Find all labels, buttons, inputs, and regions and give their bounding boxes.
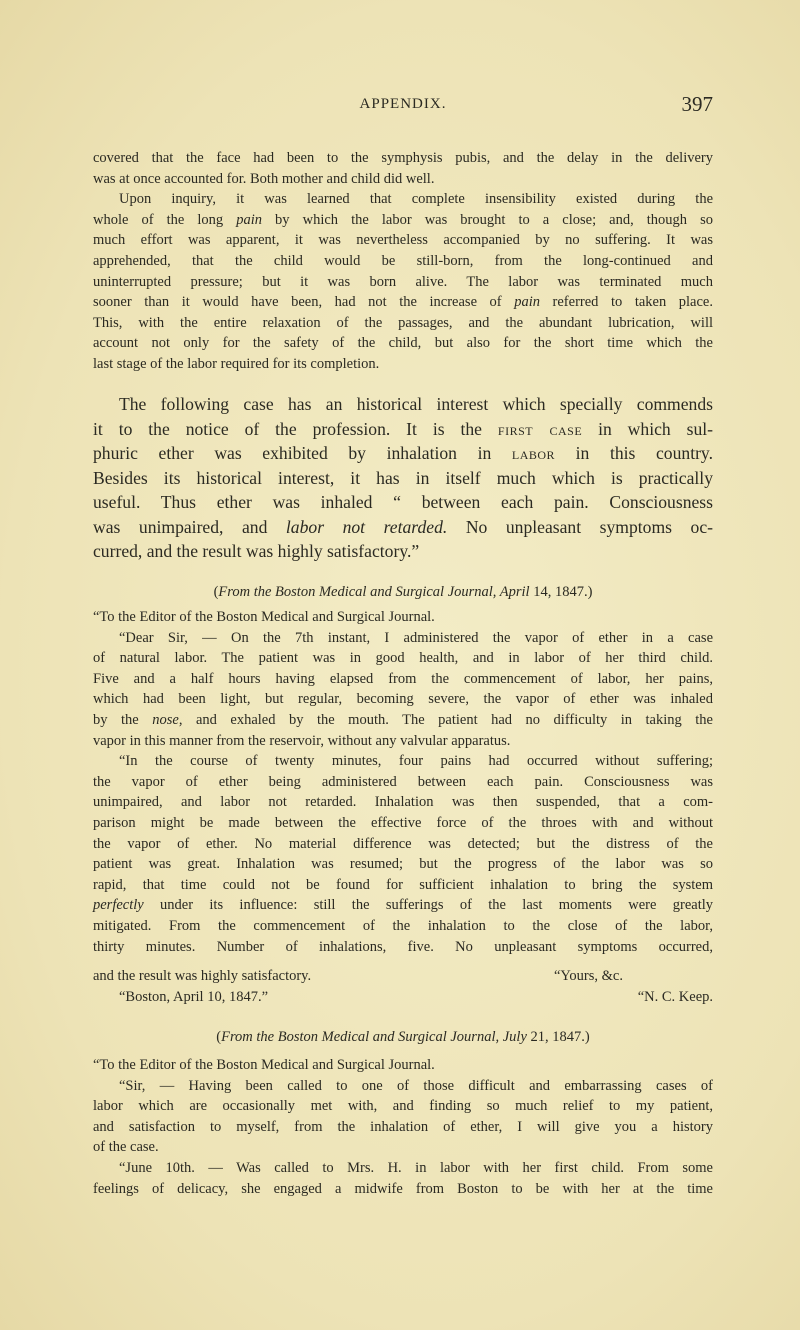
text-segment: No unpleasant symptoms oc- [447,516,714,537]
small-caps-text: labor [511,443,556,463]
italic-text: nose [152,711,179,728]
italic-text: pain [514,294,540,311]
italic-text: labor not retarded. [285,516,448,537]
text-line: last stage of the labor required for its completion. [93,355,380,372]
text-line [93,895,713,916]
text-line: “June 10th. — Was called to Mrs. H. in labor with her first child. From some [119,1159,713,1176]
text-line [93,582,713,603]
text-line: the vapor of ether being administered between each pain. Consciousness was [93,773,713,790]
italic-text: From the Boston Medical and Surgical Journal, April [218,584,530,600]
italic-text: pain [236,211,262,228]
text-line: vapor in this manner from the reservoir, without any valvular apparatus. [93,732,511,749]
text-line: The following case has an historical interest which specially commends [119,394,713,414]
citation-july [93,1027,713,1048]
text-line: Besides its historical interest, it has in itself much which is practically [93,467,713,488]
text-line: of natural labor. The patient was in good health, and in labor of her third child. [93,650,713,667]
text-line: account not only for the safety of the child, but also for the short time which the [93,335,713,352]
text-segment: under its influence: still the sufferings of the last moments were greatly [143,897,713,914]
text-segment: by which the labor was brought to a close; and, though so [262,211,713,228]
text-line: uninterrupted pressure; but it was born alive. The labor was terminated much [93,273,713,290]
text-segment: in which sul- [582,418,713,439]
text-segment: phuric ether was exhibited by inhalation in [93,443,512,463]
text-line: “To the Editor of the Boston Medical and Surgical Journal. [93,609,435,625]
text-line: apprehended, that the child would be still-born, from the long-continued and [93,252,713,269]
text-line: Five and a half hours having elapsed from the commencement of labor, her pains, [93,670,713,687]
text-line [93,292,713,313]
text-line: was at once accounted for. Both mother and child did well. [93,170,435,187]
text-line [93,987,713,1008]
letter-keep-signature [93,966,713,1007]
text-segment: 14, 1847.) [529,584,593,600]
text-line [93,417,713,442]
text-line: “In the course of twenty minutes, four pains had occurred without suffering; [119,753,713,770]
signature-text: “Yours, &c. [553,968,623,984]
page-number: 397 [681,92,713,116]
text-line [93,1027,713,1048]
text-line: parison might be made between the effective force of the throes with and without [93,814,713,831]
text-line: This, with the entire relaxation of the passages, and the abundant lubrication, will [93,314,713,331]
text-line [93,210,713,231]
text-line: Upon inquiry, it was learned that complete insensibility existed during the [119,191,713,208]
text-line [93,966,713,987]
text-line [93,515,713,540]
text-segment: by the [93,711,153,728]
signature-text: “N. C. Keep. [637,988,713,1005]
text-line: which had been light, but regular, becoming severe, the vapor of ether was inhaled [93,691,713,708]
text-segment: , and exhaled by the mouth. The patient had no difficulty in taking the [178,711,713,728]
paragraph-case-conclusion [93,148,713,375]
small-caps-text: first case [497,418,583,439]
text-segment: it to the notice of the profession. It is the [93,418,498,439]
italic-text: perfectly [93,897,144,914]
letter-keep [93,607,713,957]
text-line: covered that the face had been to the symphysis pubis, and the delay in the delivery [93,150,713,166]
letter-july [93,1055,713,1199]
text-line: feelings of delicacy, she engaged a midwife from Boston to be with her at the time [93,1180,713,1197]
text-line: “To the Editor of the Boston Medical and Surgical Journal. [93,1057,435,1073]
text-line: rapid, that time could not be found for sufficient inhalation to bring the system [93,876,713,893]
text-line: patient was great. Inhalation was resumed; but the progress of the labor was so [93,856,713,873]
citation-april [93,582,713,603]
text-segment: 21, 1847.) [526,1029,590,1045]
text-line: labor which are occasionally met with, and finding so much relief to my patient, [93,1098,713,1115]
text-line [93,710,713,731]
text-line: useful. Thus ether was inhaled “ between each pain. Consciousness [93,492,713,512]
text-line: unimpaired, and labor not retarded. Inhalation was then suspended, that a com- [93,794,713,811]
text-segment: referred to taken place. [539,294,713,311]
running-title: APPENDIX. [359,96,447,112]
text-line: “Dear Sir, — On the 7th instant, I administered the vapor of ether in a case [119,629,713,646]
text-segment: sooner than it would have been, had not the increase of [93,294,515,311]
text-segment: ( [213,584,219,600]
text-line: of the case. [93,1139,159,1156]
text-segment: was unimpaired, and [93,516,286,537]
text-line: much effort was apparent, it was nevertheless accompanied by no suffering. It was [93,232,713,249]
text-segment: in this country. [555,443,713,463]
text-line: the vapor of ether. No material difference was detected; but the distress of the [93,835,713,852]
paragraph-historical-interest [93,392,713,564]
text-segment: “Boston, April 10, 1847.” [119,988,269,1005]
text-line: “Sir, — Having been called to one of those difficult and embarrassing cases of [119,1077,713,1094]
text-line: mitigated. From the commencement of the inhalation to the close of the labor, [93,917,713,934]
text-line: thirty minutes. Number of inhalations, five. No unpleasant symptoms occurred, [93,938,713,955]
text-line: curred, and the result was highly satisfactory.” [93,541,420,561]
running-header [93,92,713,116]
text-segment: ( [216,1029,222,1045]
italic-text: From the Boston Medical and Surgical Journal, July [221,1029,527,1045]
text-line [93,441,713,466]
text-segment: whole of the long [93,211,237,228]
text-line: and satisfaction to myself, from the inhalation of ether, I will give you a history [93,1118,713,1135]
text-segment: and the result was highly satisfactory. [93,968,312,984]
